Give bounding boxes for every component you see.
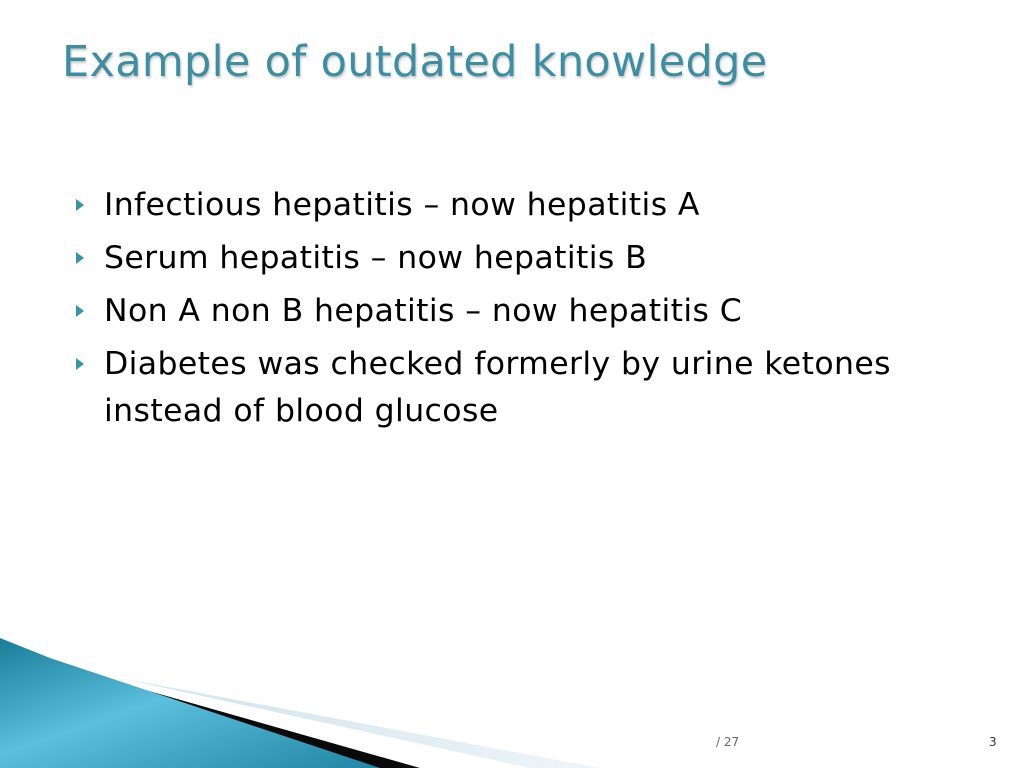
slide-total: / 27 [716, 735, 740, 749]
slide-title: Example of outdated knowledge [62, 37, 768, 87]
triangle-right-icon [76, 199, 84, 211]
bullet-item [74, 182, 954, 229]
page-number: 3 [989, 735, 997, 749]
bullet-text: Non A non B hepatitis – now hepatitis C [104, 293, 743, 329]
bullet-list [74, 182, 954, 441]
bullet-item [74, 341, 954, 435]
triangle-right-icon [76, 305, 84, 317]
bullet-item [74, 235, 954, 282]
bullet-text: Serum hepatitis – now hepatitis B [104, 240, 648, 276]
wave-decoration [0, 638, 1024, 768]
triangle-right-icon [76, 358, 84, 370]
bullet-text: Infectious hepatitis – now hepatitis A [104, 187, 700, 223]
bullet-item [74, 288, 954, 335]
triangle-right-icon [76, 252, 84, 264]
bullet-text: Diabetes was checked formerly by urine ketones instead of blood glucose [104, 346, 891, 429]
